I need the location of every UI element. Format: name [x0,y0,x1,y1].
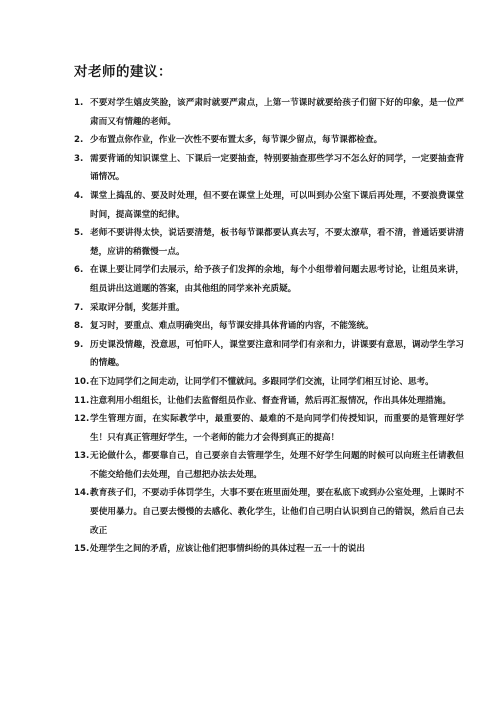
item-text: 注意利用小组组长，让他们去监督组员作业、督查背诵，然后再汇报情况，作出具体处理措施。 [90,395,451,406]
document-title: 对老师的建议： [74,64,172,80]
list-item [74,484,464,540]
item-text: 采取评分制，奖惩并重。 [90,302,185,313]
list-item [74,299,464,318]
item-number: 14. [74,488,90,499]
item-text: 在课上要让同学们去展示，给予孩子们发挥的余地，每个小组带着问题去思考讨论，让组员来讲，组员讲出这道题的答案，由其他组的同学来补充质疑。 [90,265,464,294]
item-text: 处理学生之间的矛盾，应该让他们把事情纠纷的具体过程一五一十的说出 [90,544,366,555]
list-item [74,131,464,150]
item-text: 需要背诵的知识课堂上、下课后一定要抽查，特别要抽查那些学习不怎么好的同学，一定要抽查背诵情况。 [90,153,464,183]
item-number: 10. [74,376,90,387]
item-number: 7. [74,302,84,313]
item-number: 15. [74,544,90,555]
list-item [74,224,464,261]
item-text: 老师不要讲得太快，说话要清楚，板书每节课都要认真去写，不要太潦草，看不清，普通话要讲清楚，应讲的稍微慢一点。 [90,228,464,257]
item-number: 6. [74,265,84,276]
list-item [74,540,464,559]
item-number: 11. [74,395,90,406]
item-number: 4. [74,190,84,201]
list-item [74,317,464,336]
item-text: 在下边同学们之间走动，让同学们不懂就问。多跟同学们交流，让同学们相互讨论、思考。 [90,376,434,387]
item-text: 学生管理方面，在实际教学中，最重要的、最难的不是向同学们传授知识，而重要的是管理好学生！只有真正管理好学生，一个老师的能力才会得到真正的提高！ [90,414,464,443]
list-item [74,410,464,447]
list-item [74,150,464,187]
suggestion-list [74,94,464,559]
item-number: 8. [74,321,84,332]
list-item [74,447,464,484]
item-text: 无论做什么，都要靠自己，自己要亲自去管理学生，处理不好学生问题的时候可以向班主任请教但不能交给他们去处理，自己想把办法去处理。 [90,451,464,480]
item-text: 历史课没情趣，没意思，可怕吓人，课堂要注意和同学们有亲和力，讲课要有意思，调动学生学习的情趣。 [90,339,464,369]
item-text: 不要对学生嬉皮笑脸，该严肃时就要严肃点，上第一节课时就要给孩子们留下好的印象，是一位严肃而又有情趣的老师。 [90,98,464,127]
item-number: 9. [74,339,84,350]
item-text: 少布置点你作业，作业一次性不要布置太多，每节课少留点，每节课都检查。 [90,135,383,146]
item-number: 2. [74,135,84,146]
item-text: 课堂上捣乱的、要及时处理，但不要在课堂上处理，可以叫到办公室下课后再处理，不要浪费课堂时间，提高课堂的纪律。 [90,190,464,220]
list-item [74,187,464,224]
list-item [74,336,464,373]
item-text: 复习时，要重点、难点明确突出，每节课安排具体背诵的内容，不能笼统。 [90,321,374,332]
item-number: 13. [74,451,90,462]
list-item [74,94,464,131]
item-number: 1. [74,98,84,108]
list-item [74,373,464,392]
item-number: 12. [74,414,90,425]
item-number: 5. [74,228,84,239]
list-item [74,392,464,411]
item-text: 教育孩子们，不要动手体罚学生，大事不要在班里面处理，要在私底下或到办公室处理，上课时不要使用暴力。自己要去慢慢的去感化、教化学生，让他们自己明白认识到自己的错误，然后自己去改正 [90,488,464,536]
list-item [74,261,464,298]
item-number: 3. [74,153,84,164]
